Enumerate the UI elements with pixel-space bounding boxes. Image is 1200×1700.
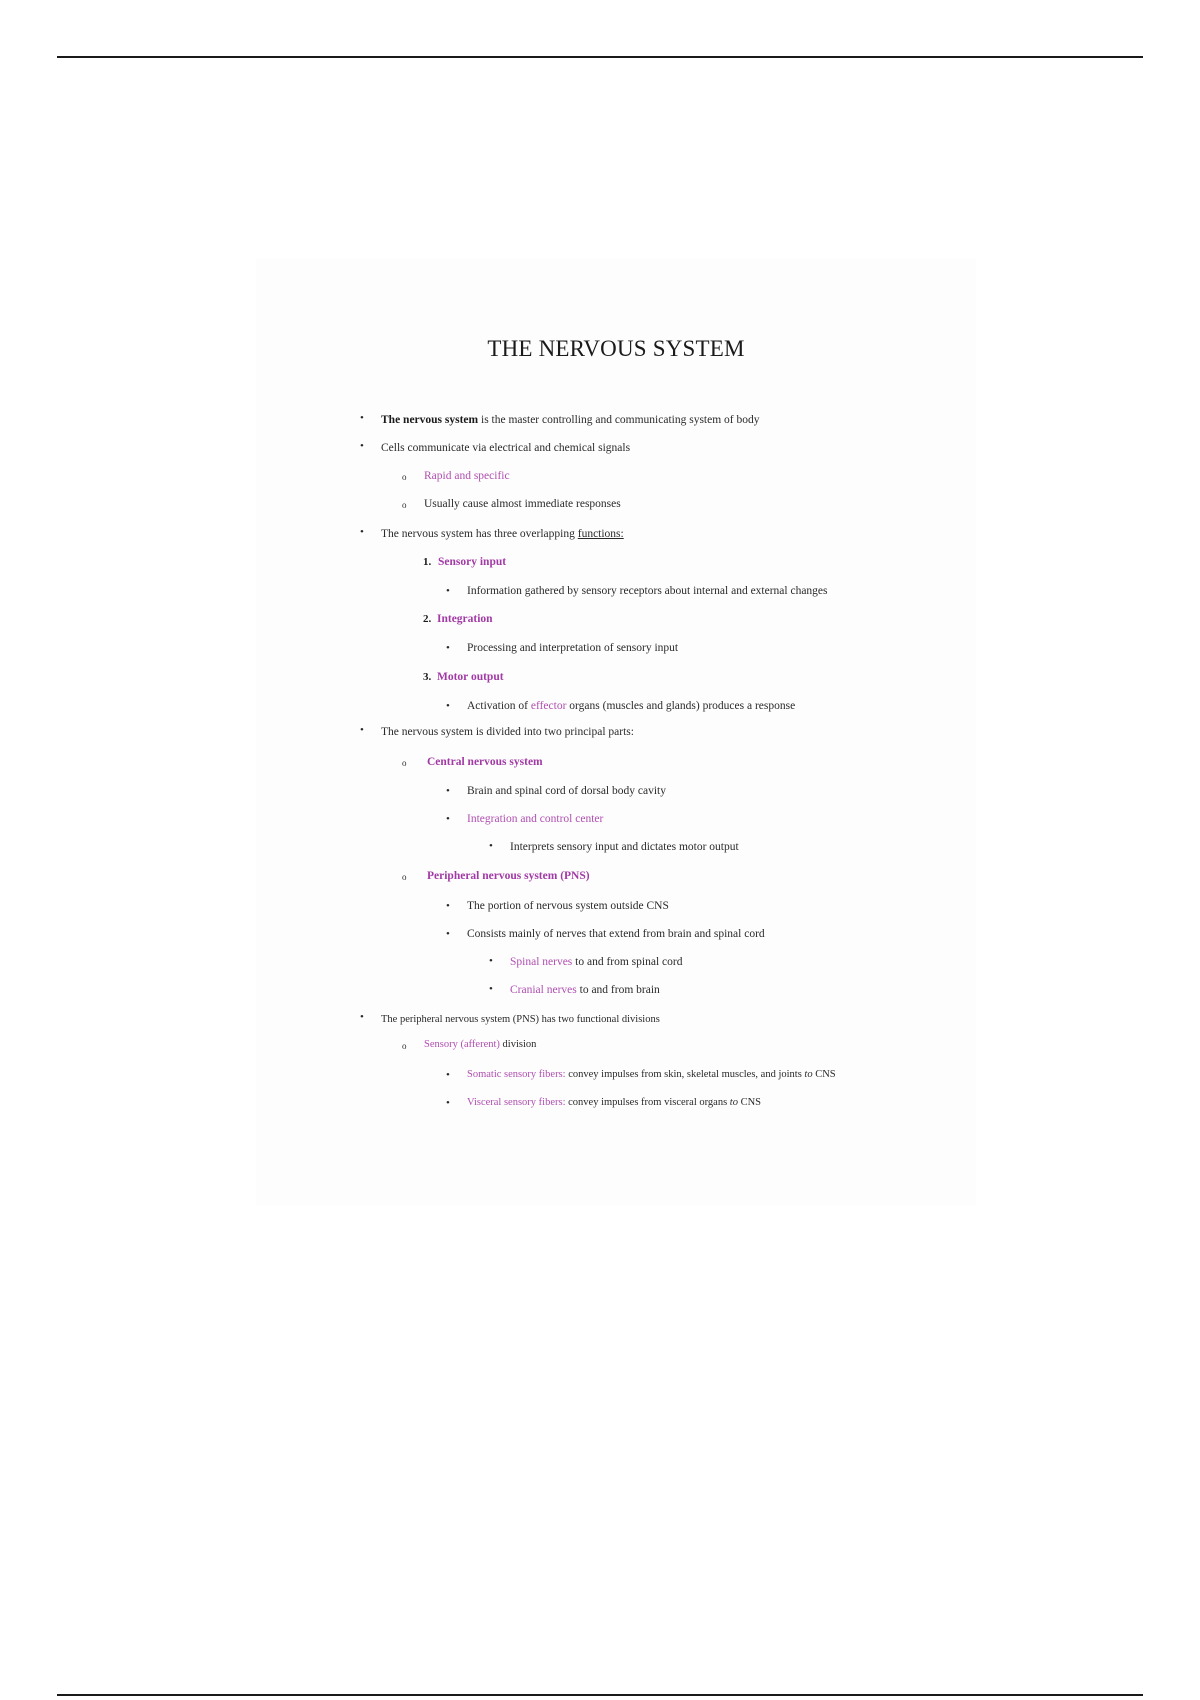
bullet-marker: •: [360, 440, 364, 452]
list-item: Interprets sensory input and dictates motor output: [510, 841, 739, 853]
document-title: THE NERVOUS SYSTEM: [487, 336, 745, 361]
bullet-marker: •: [360, 1011, 364, 1023]
number-marker: 1.: [423, 556, 432, 568]
circle-marker: o: [402, 758, 407, 768]
bullet-marker: •: [360, 412, 364, 424]
bullet-marker: •: [489, 840, 493, 852]
list-item: Spinal nerves to and from spinal cord: [510, 956, 683, 968]
bullet-marker: •: [360, 526, 364, 538]
bullet-marker: •: [446, 1097, 450, 1109]
list-item: Sensory (afferent) division: [424, 1039, 537, 1050]
bullet-marker: •: [446, 928, 450, 940]
bullet-marker: •: [446, 813, 450, 825]
bullet-marker: •: [446, 785, 450, 797]
list-item: Consists mainly of nerves that extend from brain and spinal cord: [467, 928, 765, 940]
bullet-marker: •: [360, 724, 364, 736]
list-item: Somatic sensory fibers: convey impulses from skin, skeletal muscles, and joints to CNS: [467, 1069, 836, 1080]
term-visceral-sensory-fibers: Visceral sensory fibers:: [467, 1097, 566, 1108]
list-item: The nervous system has three overlapping functions:: [381, 528, 624, 540]
term-sensory-afferent: Sensory (afferent): [424, 1039, 500, 1050]
bullet-marker: •: [489, 983, 493, 995]
term-somatic-sensory-fibers: Somatic sensory fibers:: [467, 1069, 566, 1080]
bullet-marker: •: [446, 1069, 450, 1081]
circle-marker: o: [402, 872, 407, 882]
list-item: The nervous system is divided into two principal parts:: [381, 726, 634, 738]
bullet-marker: •: [446, 700, 450, 712]
top-divider: [57, 56, 1143, 58]
list-item: Usually cause almost immediate responses: [424, 498, 621, 510]
document-image: [256, 258, 976, 1206]
heading-integration: Integration: [437, 613, 493, 625]
bullet-marker: •: [446, 642, 450, 654]
number-marker: 3.: [423, 671, 432, 683]
bottom-divider: [57, 1694, 1143, 1696]
term-nervous-system: The nervous system: [381, 414, 479, 426]
number-marker: 2.: [423, 613, 432, 625]
bullet-marker: •: [489, 955, 493, 967]
term-cranial-nerves: Cranial nerves: [510, 984, 577, 996]
list-item: Rapid and specific: [424, 470, 510, 482]
heading-central-nervous-system: Central nervous system: [427, 756, 543, 768]
circle-marker: o: [402, 1041, 407, 1051]
heading-motor-output: Motor output: [437, 671, 504, 683]
list-item: Processing and interpretation of sensory input: [467, 642, 679, 654]
list-item: Cells communicate via electrical and chemical signals: [381, 442, 631, 454]
list-item: The peripheral nervous system (PNS) has two functional divisions: [381, 1014, 660, 1025]
heading-peripheral-nervous-system: Peripheral nervous system (PNS): [427, 870, 590, 882]
list-item: Information gathered by sensory receptors about internal and external changes: [467, 585, 828, 597]
list-item: Activation of effector organs (muscles and glands) produces a response: [467, 700, 796, 712]
term-spinal-nerves: Spinal nerves: [510, 956, 573, 968]
list-item: The nervous system is the master controlling and communicating system of body: [381, 414, 760, 426]
heading-sensory-input: Sensory input: [438, 556, 507, 568]
bullet-marker: •: [446, 900, 450, 912]
functions-link-text: functions:: [577, 528, 624, 540]
bullet-marker: •: [446, 585, 450, 597]
list-item: Visceral sensory fibers: convey impulses from visceral organs to CNS: [467, 1097, 762, 1108]
list-item: Cranial nerves to and from brain: [510, 984, 660, 996]
circle-marker: o: [402, 500, 407, 510]
term-effector: effector: [530, 700, 567, 712]
circle-marker: o: [402, 472, 407, 482]
list-item: Brain and spinal cord of dorsal body cavity: [467, 785, 666, 797]
list-item: The portion of nervous system outside CNS: [467, 900, 669, 912]
list-item: Integration and control center: [467, 813, 604, 825]
